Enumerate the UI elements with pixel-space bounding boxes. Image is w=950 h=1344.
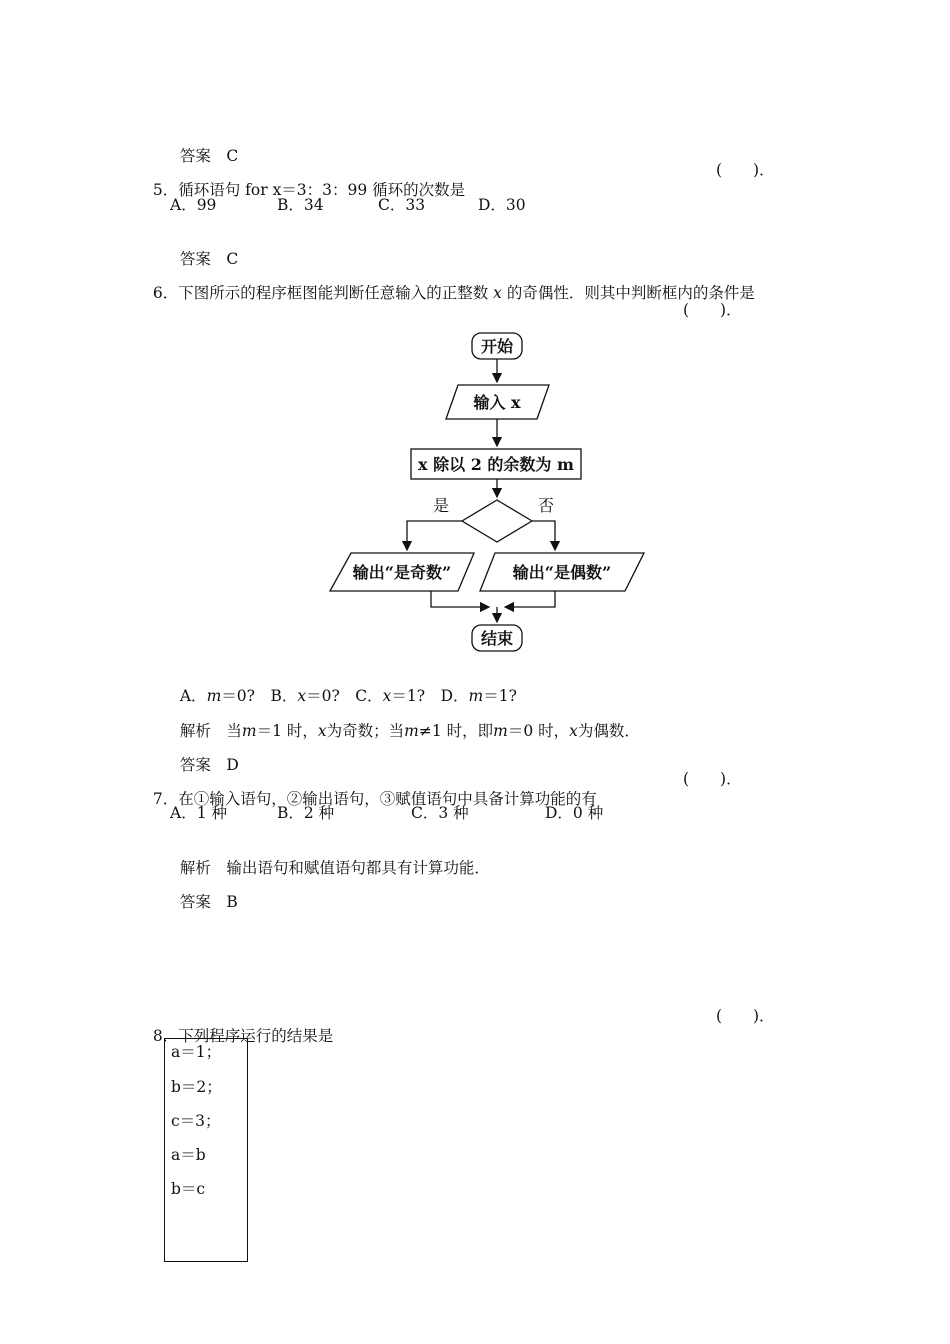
q6-option-a-letter: A．	[179, 687, 207, 705]
q7-option-a: A．1 种	[170, 804, 227, 822]
flowchart-process-label: x 除以 2 的余数为 m	[418, 455, 574, 474]
q7-option-c: C．3 种	[411, 804, 469, 822]
flowchart-decision-node	[462, 500, 532, 542]
q7-option-b: B．2 种	[277, 804, 335, 822]
answer-label: 答案	[179, 250, 211, 268]
question-5-stem	[143, 160, 465, 200]
question-6-stem	[143, 263, 755, 303]
q6-analysis	[170, 701, 640, 741]
analysis-text: ＝1 时，	[256, 722, 318, 740]
code-line: a＝1；	[171, 1043, 222, 1061]
analysis-var: x	[317, 722, 327, 740]
analysis-text: 为奇数；当	[326, 722, 405, 740]
answer-label: 答案	[179, 756, 211, 774]
program-code-box	[164, 1038, 248, 1262]
analysis-label: 解析	[179, 859, 211, 877]
q6-option-c-var: x	[382, 687, 392, 705]
code-line: b＝c	[171, 1180, 206, 1198]
question-text: 下列程序运行的结果是	[178, 1027, 334, 1045]
flowchart-start-label: 开始	[480, 337, 514, 356]
q5-option-c: C．33	[378, 196, 426, 214]
flowchart-no-label: 否	[537, 496, 555, 515]
question-5-paren: ( )．	[716, 161, 775, 179]
variable-x: x	[493, 284, 502, 302]
code-line: a＝b	[171, 1146, 206, 1164]
q6-option-a-var: m	[206, 687, 222, 705]
analysis-var: m	[241, 722, 257, 740]
answer-value: B	[226, 893, 238, 911]
answer-value: C	[226, 147, 239, 165]
analysis-text: 当	[226, 722, 242, 740]
question-text: 的奇偶性．则其中判断框内的条件是	[501, 284, 755, 302]
q5-option-d: D．30	[478, 196, 526, 214]
q6-option-b-var: x	[297, 687, 307, 705]
question-text: 在①输入语句，②输出语句，③赋值语句中具备计算功能的有	[178, 790, 597, 808]
analysis-label: 解析	[179, 722, 211, 740]
question-text: 下图所示的程序框图能判断任意输入的正整数	[178, 284, 494, 302]
flowchart-input-label: 输入 x	[473, 393, 521, 412]
flowchart	[0, 325, 950, 665]
flowchart-end-label: 结束	[480, 629, 514, 648]
analysis-var: m	[493, 722, 508, 740]
question-number: 6．	[152, 284, 179, 302]
analysis-text: 输出语句和赋值语句都具有计算功能．	[226, 859, 490, 877]
q5-option-a: A．99	[170, 196, 217, 214]
q7-answer	[170, 872, 238, 912]
question-text: 循环语句 for x＝3：3：99 循环的次数是	[178, 181, 466, 199]
code-line: c＝3；	[171, 1112, 221, 1130]
answer-label: 答案	[179, 147, 211, 165]
question-number: 8．	[152, 1027, 179, 1045]
q6-option-a-text: ＝0?	[221, 687, 255, 705]
q6-option-d-letter: D．	[440, 687, 469, 705]
answer-label: 答案	[179, 893, 211, 911]
analysis-text: 为偶数．	[577, 722, 640, 740]
analysis-var: x	[569, 722, 578, 740]
analysis-text: ＝0 时，	[507, 722, 570, 740]
flowchart-yes-label: 是	[432, 496, 450, 515]
q6-option-c-letter: C．	[355, 687, 383, 705]
question-6-paren: ( )．	[683, 301, 742, 319]
q6-option-d-var: m	[468, 687, 484, 705]
question-number: 5．	[152, 181, 179, 199]
q5-option-b: B．34	[277, 196, 324, 214]
question-7-paren: ( )．	[683, 770, 742, 788]
question-8-paren: ( )．	[716, 1007, 775, 1025]
q6-option-b-text: ＝0?	[306, 687, 340, 705]
q6-option-d-text: ＝1?	[483, 687, 517, 705]
answer-value: D	[226, 756, 239, 774]
q6-option-b-letter: B．	[270, 687, 298, 705]
q6-option-c-text: ＝1?	[391, 687, 426, 705]
question-number: 7．	[152, 790, 179, 808]
analysis-text: ≠1 时，即	[418, 722, 494, 740]
q7-option-d: D．0 种	[545, 804, 604, 822]
flowchart-output-even-label: 输出“是偶数”	[512, 563, 612, 582]
answer-value: C	[226, 250, 239, 268]
code-line: b＝2；	[171, 1078, 222, 1096]
analysis-var: m	[404, 722, 419, 740]
flowchart-output-odd-label: 输出“是奇数”	[352, 563, 452, 582]
q6-options	[170, 666, 517, 706]
